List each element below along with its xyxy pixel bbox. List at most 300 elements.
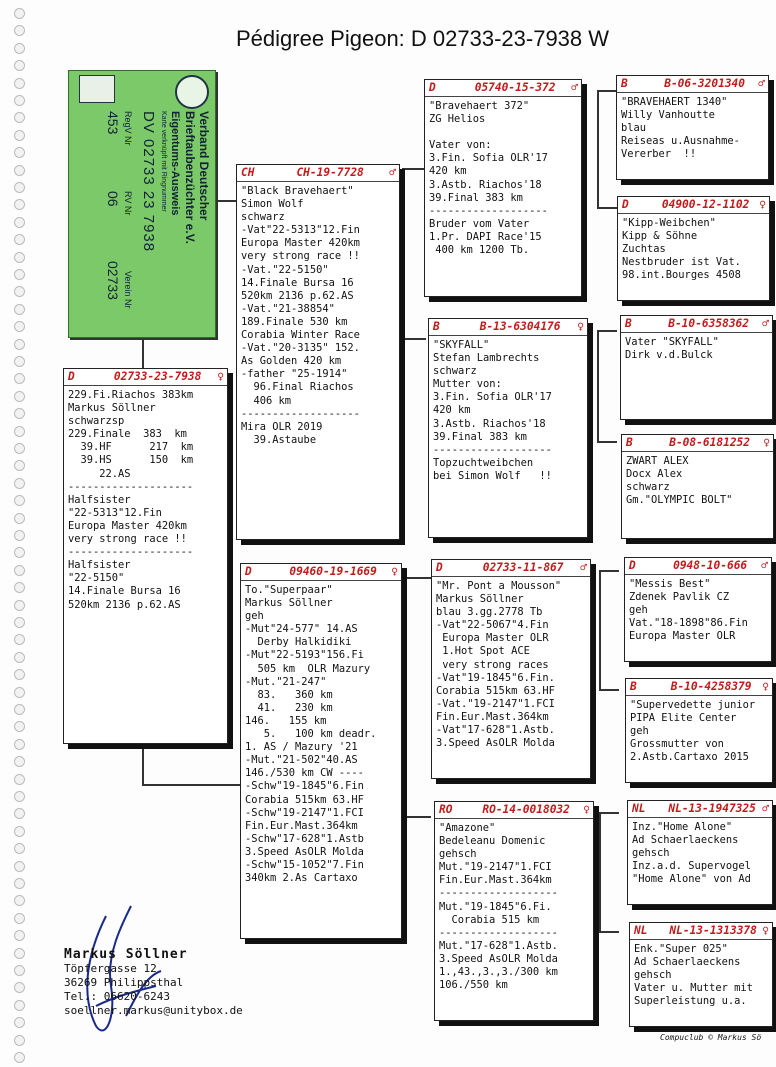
binder-hole-icon (14, 182, 25, 193)
box-line: Willy Vanhoutte (621, 109, 715, 122)
box-line: -Schw"17-628"1.Astb (245, 832, 364, 845)
page-title: Pédigree Pigeon: D 02733-23-7938 W (236, 26, 610, 51)
box-line: 1.,43.,3.,3./300 km (439, 966, 558, 979)
connector-mm-v (599, 812, 601, 932)
binder-hole-icon (14, 687, 25, 698)
binder-hole-icon (14, 774, 25, 785)
box-line: "SKYFALL" (433, 339, 490, 351)
box-line: -Mut"22-5193"156.Fi (245, 649, 364, 662)
binder-hole-icon (14, 913, 25, 924)
connector-main-mother (142, 745, 144, 785)
box-line: -Vat"22-5313"12.Fin (241, 224, 360, 237)
ring-number: NL-13-1947325 (668, 802, 756, 815)
ring-number: B-13-6304176 (479, 320, 561, 333)
connector-mother-v (405, 577, 407, 817)
box-header (425, 80, 581, 97)
connector-mother-mf (405, 577, 431, 579)
box-line: "Bravehaert 372" (429, 100, 530, 112)
binder-hole-icon (14, 704, 25, 715)
binder-hole-icon (14, 1052, 25, 1063)
binder-hole-icon (14, 565, 25, 576)
binder-hole-icon (14, 78, 25, 89)
binder-hole-icon (14, 43, 25, 54)
box-body (241, 581, 401, 885)
box-header (435, 802, 593, 819)
ring-number: 09460-19-1669 (289, 565, 377, 578)
box-line: 39.HS 150 km (68, 454, 194, 467)
binder-hole-icon (14, 199, 25, 210)
vdb-logo-icon (175, 75, 209, 109)
box-line: Dirk v.d.Bulck (625, 349, 713, 362)
box-line: Fin.Eur.Mast.364km (439, 874, 552, 887)
box-line: Vat."18-1898"86.Fin (629, 617, 748, 630)
box-line: -Vat."21-38854" (241, 302, 335, 315)
box-header (64, 369, 227, 386)
binder-hole-icon (14, 826, 25, 837)
card-subtitle: Eigentums-Ausweis (169, 111, 181, 216)
connector-fm-b (597, 441, 617, 443)
binder-hole-icon (14, 982, 25, 993)
ring-number: CH-19-7728 (296, 166, 364, 179)
box-line: Topzuchtweibchen (433, 456, 534, 469)
box-line: 5. 100 km deadr. (245, 728, 377, 741)
sex-symbol-icon: ♀ (763, 436, 770, 449)
box-header (625, 558, 771, 575)
box-line: 98.int.Bourges 4508 (622, 269, 741, 282)
sex-symbol-icon: ♂ (580, 561, 587, 574)
country-code: D (68, 370, 75, 383)
binder-hole-icon (14, 1035, 25, 1046)
box-line: Stefan Lambrechts (433, 352, 540, 365)
box-body (617, 93, 768, 161)
box-line: schwarz (433, 365, 477, 378)
binder-hole-icon (14, 669, 25, 680)
binder-hole-icon (14, 373, 25, 384)
box-body (621, 333, 772, 362)
box-line: 146./530 km CW ---- (245, 767, 364, 780)
binder-hole-icon (14, 356, 25, 367)
box-header (630, 923, 772, 940)
country-code: CH (241, 166, 255, 179)
box-line: Mut."17-628"1.Astb. (439, 939, 558, 952)
connector-fm-a (597, 330, 617, 332)
box-line: geh (630, 725, 649, 738)
country-code: D (245, 565, 252, 578)
box-line: Derby Halkidiki (245, 636, 352, 649)
connector-ff-a (597, 90, 617, 92)
box-line: ------------------- (439, 887, 558, 900)
pedigree-box-mmm (629, 922, 773, 1027)
box-line: ZG Helios (429, 113, 486, 126)
box-line: very strong race !! (241, 250, 360, 263)
card-regnr: 453 (105, 111, 121, 135)
connector-father-fm (402, 338, 426, 340)
box-line: schwarz (626, 481, 670, 494)
box-line: -Schw"19-2147"1.FCI (245, 806, 364, 819)
box-body (237, 182, 399, 447)
binder-hole-icon (14, 478, 25, 489)
country-code: B (621, 77, 628, 90)
box-line: Vater u. Mutter mit (634, 982, 753, 995)
binder-hole-icon (14, 495, 25, 506)
ring-number: 02733-11-867 (482, 561, 564, 574)
box-line: 189.Finale 530 km (241, 315, 348, 328)
sex-symbol-icon: ♀ (759, 198, 766, 211)
binder-hole-icon (14, 165, 25, 176)
binder-hole-icon (14, 234, 25, 245)
box-line: Mut."19-2147"1.FCI (439, 861, 552, 874)
connector-fm-v (597, 330, 599, 442)
country-code: NL (632, 802, 646, 815)
binder-hole-icon (14, 965, 25, 976)
pedigree-box-mmf (627, 800, 773, 905)
box-line: -------------------- (68, 546, 194, 559)
ring-number: B-10-4258379 (670, 680, 752, 693)
ring-number: B-06-3201340 (664, 77, 746, 90)
binder-hole-icon (14, 791, 25, 802)
pedigree-box-fff (616, 75, 769, 180)
box-line: "22-5313"12.Fin (68, 506, 162, 519)
box-line: Gm."OLYMPIC BOLT" (626, 494, 733, 507)
box-line: -Vat"22-5067"4.Fin (436, 619, 549, 632)
pedigree-box-fm (428, 318, 588, 538)
binder-hole-icon (14, 721, 25, 732)
box-line: gehsch (632, 847, 670, 860)
box-line: Vater von: (429, 139, 492, 152)
box-header (622, 435, 773, 452)
box-line: 3.Fin. Sofia OLR'17 (433, 391, 552, 404)
box-line: "Supervedette junior (630, 699, 756, 711)
box-line: Ad Schaerlaeckens (634, 956, 741, 969)
box-line: ------------------- (439, 926, 558, 939)
box-line: Europa Master 420km (68, 519, 187, 532)
country-code: B (626, 436, 633, 449)
box-line: 3.Astb. Riachos'18 (429, 178, 542, 191)
box-body (432, 577, 590, 750)
box-line: ZWART ALEX (626, 455, 689, 467)
box-line: 505 km OLR Mazury (245, 662, 371, 675)
box-line: 39.Final 383 km (429, 191, 523, 204)
box-line: Vererber !! (621, 148, 697, 161)
ring-number: 05740-15-372 (474, 81, 556, 94)
binder-hole-icon (14, 513, 25, 524)
binder-hole-icon (14, 60, 25, 71)
pedigree-box-mff (624, 557, 772, 662)
binder-hole-icon (14, 739, 25, 750)
box-line: Halfsister (68, 493, 131, 506)
box-header (429, 319, 587, 336)
binder-hole-icon (14, 1017, 25, 1028)
binder-hole-icon (14, 600, 25, 611)
box-line: Superleistung u.a. (634, 995, 747, 1008)
sex-symbol-icon: ♂ (758, 77, 765, 90)
box-line: -Vat."22-5150" (241, 263, 329, 276)
box-line: -------------------- (68, 480, 194, 493)
binder-hole-icon (14, 252, 25, 263)
connector-mf-a (599, 570, 619, 572)
box-line: Grossmutter von (630, 738, 724, 751)
box-line: 39.Final 383 km (433, 430, 527, 443)
sex-symbol-icon: ♀ (217, 370, 224, 383)
box-body (425, 97, 581, 257)
box-line: "Black Bravehaert" (241, 185, 354, 197)
box-line: 1.Hot Spot ACE (436, 645, 530, 658)
connector-ff-b (597, 207, 617, 209)
box-line: -Schw"19-1845"6.Fin (245, 780, 364, 793)
country-code: B (630, 680, 637, 693)
binder-hole-icon (14, 530, 25, 541)
box-line: 420 km (433, 404, 471, 417)
box-line: ------------------- (433, 443, 552, 456)
box-line: Docx Alex (626, 468, 683, 481)
box-line: 39.Astaube (241, 433, 317, 446)
binder-hole-icon (14, 339, 25, 350)
box-line: Enk."Super 025" (634, 943, 728, 955)
box-line: Fin.Eur.Mast.364km (436, 710, 549, 723)
box-line: schwarzsp (68, 415, 125, 428)
sex-symbol-icon: ♂ (571, 81, 578, 94)
box-header (432, 560, 590, 577)
binder-hole-icon (14, 217, 25, 228)
box-line: blau 3.gg.2778 Tb (436, 606, 543, 619)
box-line: gehsch (634, 969, 672, 982)
box-header (621, 316, 772, 333)
pedigree-box-mm (434, 801, 594, 1021)
binder-hole-icon (14, 304, 25, 315)
sex-symbol-icon: ♂ (761, 559, 768, 572)
box-body (435, 819, 593, 992)
pigeon-qr-icon (79, 75, 115, 103)
box-line: Reiseas u.Ausnahme- (621, 135, 740, 148)
card-verein: 02733 (105, 261, 121, 300)
binder-hole-icon (14, 808, 25, 819)
box-line: 39.HF 217 km (68, 441, 194, 454)
binder-hole-icon (14, 408, 25, 419)
box-line (429, 126, 577, 139)
box-line: 400 km 1200 Tb. (429, 244, 530, 257)
box-line: -Schw"15-1052"7.Fin (245, 858, 364, 871)
box-line: Europa Master 420km (241, 237, 360, 250)
box-line: 2.Astb.Cartaxo 2015 (630, 751, 749, 764)
ownership-card (68, 70, 216, 338)
country-code: D (436, 561, 443, 574)
box-line: Inz."Home Alone" (632, 821, 733, 833)
box-line: 14.Finale Bursa 16 (241, 276, 354, 289)
owner-city: 36269 Philippsthal (64, 976, 184, 989)
box-line: 340km 2.As Cartaxo (245, 872, 358, 885)
box-line: 520km 2136 p.62.AS (241, 289, 354, 302)
box-body (628, 818, 772, 886)
card-ring-number: DV 02733 23 7938 (140, 111, 157, 253)
box-line: Zuchtas (622, 243, 666, 256)
box-line: To."Superpaar" (245, 584, 333, 596)
ring-number: B-10-6358362 (668, 317, 750, 330)
box-line: Kipp & Söhne (622, 230, 698, 243)
box-line: Corabia 515km 63.HF (436, 684, 555, 697)
binder-hole-icon (14, 8, 25, 19)
box-line: "Amazone" (439, 822, 496, 834)
box-line: "Kipp-Weibchen" (622, 217, 716, 229)
box-line: very strong races (436, 658, 549, 671)
box-line: 520km 2136 p.62.AS (68, 598, 181, 611)
box-line: 41. 230 km (245, 701, 333, 714)
country-code: D (622, 198, 629, 211)
box-line: 229.Finale 383 km (68, 428, 187, 441)
pedigree-box-mother (240, 563, 402, 939)
binder-hole-icon (14, 878, 25, 889)
box-body (626, 696, 772, 764)
pedigree-box-fmm (621, 434, 774, 539)
pedigree-box-ff (424, 79, 582, 297)
box-line: -Vat"17-628"1.Astb. (436, 724, 555, 737)
box-line: PIPA Elite Center (630, 712, 737, 725)
binder-hole-icon (14, 930, 25, 941)
country-code: D (429, 81, 436, 94)
box-line: Inz.a.d. Supervogel (632, 860, 751, 873)
box-header (237, 165, 399, 182)
box-header (626, 679, 772, 696)
box-line: Corabia 515 km (439, 913, 540, 926)
binder-hole-icon (14, 582, 25, 593)
box-header (617, 76, 768, 93)
ring-number: 02733-23-7938 (113, 370, 202, 383)
connector-mother-mm (405, 816, 431, 818)
binder-hole-icon (14, 617, 25, 628)
connector-mm-b (599, 931, 619, 933)
binder-hole-icon (14, 948, 25, 959)
owner-email[interactable]: soellner.markus@unitybox.de (64, 1004, 243, 1017)
box-line: Corabia Winter Race (241, 329, 360, 342)
box-line: 3.Speed AsOLR Molda (439, 952, 558, 965)
box-line: ------------------- (241, 407, 360, 420)
country-code: D (629, 559, 636, 572)
box-line: Nestbruder ist Vat. (622, 256, 741, 269)
box-line: geh (629, 604, 648, 617)
binder-hole-icon (14, 1000, 25, 1011)
binder-hole-icon (14, 547, 25, 558)
box-line: "BRAVEHAERT 1340" (621, 96, 728, 108)
box-line: Ad Schaerlaeckens (632, 834, 739, 847)
box-line: "22-5150" (68, 572, 125, 585)
owner-tel: Tel.: 06620-6243 (64, 990, 170, 1003)
box-line: Halfsister (68, 559, 131, 572)
box-line: 1.Pr. DAPI Race'15 (429, 230, 542, 243)
ring-number: 04900-12-1102 (661, 198, 750, 211)
sex-symbol-icon: ♂ (762, 802, 769, 815)
box-line: 406 km (241, 394, 292, 407)
connector-mm-a (599, 812, 619, 814)
binder-hole-icon (14, 269, 25, 280)
box-body (630, 940, 772, 1008)
card-rvnr: 06 (105, 191, 121, 207)
box-line: 83. 360 km (245, 688, 333, 701)
box-line: Mira OLR 2019 (241, 420, 323, 433)
ring-number: RO-14-0018032 (482, 803, 570, 816)
card-org-line2: Brieftaubenzüchter e.V. (183, 111, 197, 244)
card-org-line1: Verband Deutscher (197, 111, 211, 221)
box-line: very strong race !! (68, 533, 187, 546)
box-line: Bedeleanu Domenic (439, 835, 546, 848)
box-line: blau (621, 122, 647, 135)
box-header (618, 197, 769, 214)
binder-hole-icon (14, 391, 25, 402)
box-line: Europa Master OLR (436, 632, 549, 645)
box-line: Zdenek Pavlik CZ (629, 591, 730, 604)
pedigree-box-mfm (625, 678, 773, 783)
box-line: 229.Fi.Riachos 383km (68, 389, 194, 401)
box-body (618, 214, 769, 282)
binder-hole-icon (14, 25, 25, 36)
binder-hole-icon (14, 95, 25, 106)
box-line: -Mut."21-502"40.AS (245, 754, 358, 767)
box-line: "Messis Best" (629, 578, 711, 590)
box-line: 96.Final Riachos (241, 381, 354, 394)
box-line: 146. 155 km (245, 714, 327, 727)
binder-hole-icon (14, 112, 25, 123)
connector-mf-v (599, 570, 601, 690)
box-line: gehsch (439, 848, 477, 861)
country-code: RO (439, 803, 453, 816)
binder-hole-icon (14, 634, 25, 645)
ring-number: 0948-10-666 (673, 559, 748, 572)
binder-hole-icon (14, 843, 25, 854)
box-line: Mut."19-1845"6.Fi. (439, 900, 552, 913)
box-header (628, 801, 772, 818)
sex-symbol-icon: ♂ (389, 166, 396, 179)
box-line: Europa Master OLR (629, 630, 736, 643)
sex-symbol-icon: ♀ (583, 803, 590, 816)
box-line: -Vat"19-1845"6.Fin. (436, 671, 555, 684)
box-line: Corabia 515km 63.HF (245, 793, 364, 806)
binder-hole-icon (14, 130, 25, 141)
box-line: 3.Speed AsOLR Molda (436, 737, 555, 750)
box-line: -father "25-1914" (241, 368, 348, 381)
box-line: ------------------- (429, 204, 548, 217)
sex-symbol-icon: ♀ (577, 320, 584, 333)
binder-hole-icon (14, 460, 25, 471)
connector-father-ff (402, 168, 426, 170)
card-verein-label: Verein Nr (123, 271, 133, 309)
box-line: Vater "SKYFALL" (625, 336, 719, 348)
binder-hole-icon (14, 443, 25, 454)
box-header (241, 564, 401, 581)
box-line: 14.Finale Bursa 16 (68, 585, 181, 598)
connector-ff-v (597, 90, 599, 208)
ring-number: NL-13-1313378 (669, 924, 757, 937)
sex-symbol-icon: ♂ (762, 317, 769, 330)
binder-holes (14, 0, 34, 1067)
box-line: geh (245, 610, 264, 623)
box-line: -Mut."21-247" (245, 675, 327, 688)
binder-hole-icon (14, 895, 25, 906)
box-line: Markus Söllner (245, 597, 333, 610)
card-rvnr-label: RV Nr (123, 191, 133, 216)
sex-symbol-icon: ♀ (762, 680, 769, 693)
binder-hole-icon (14, 286, 25, 297)
box-line: 420 km (429, 165, 467, 178)
binder-hole-icon (14, 147, 25, 158)
owner-address (64, 948, 243, 1018)
box-line: 1. AS / Mazury '21 (245, 741, 358, 754)
country-code: B (625, 317, 632, 330)
box-line: Fin.Eur.Mast.364km (245, 819, 358, 832)
box-line: Markus Söllner (436, 593, 524, 606)
binder-hole-icon (14, 321, 25, 332)
pedigree-box-mf (431, 559, 591, 779)
pedigree-box-main (63, 368, 228, 744)
box-line: Bruder vom Vater (429, 217, 530, 230)
owner-street: Töpfergasse 12 (64, 962, 157, 975)
